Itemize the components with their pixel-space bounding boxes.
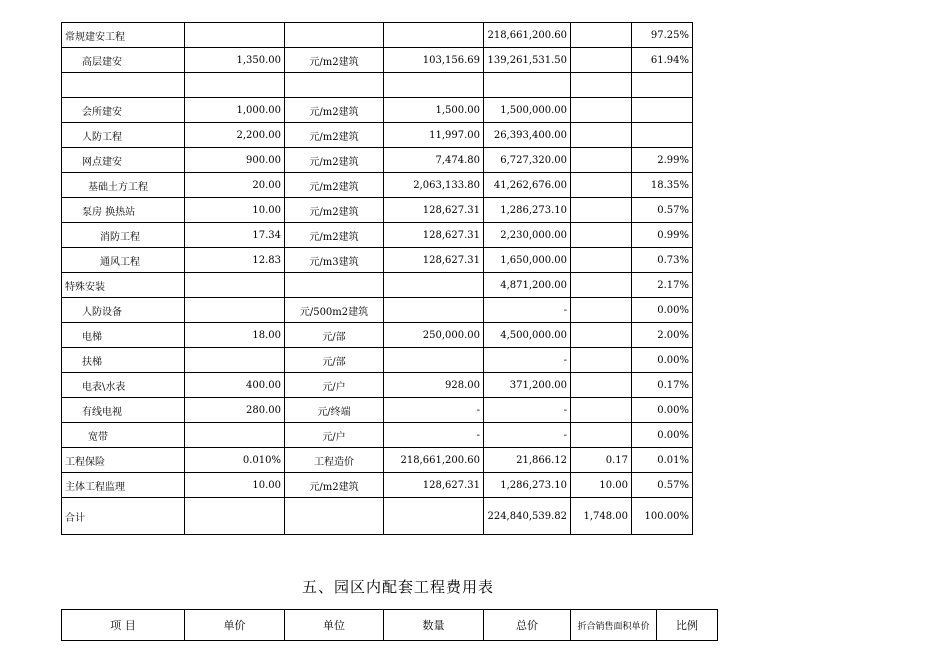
cell-per-area[interactable]: [571, 323, 632, 348]
cell-total[interactable]: 139,261,531.50: [484, 48, 571, 73]
cell-qty[interactable]: 928.00: [384, 373, 484, 398]
cell-per-area[interactable]: [571, 198, 632, 223]
table-row: [62, 98, 693, 123]
cell-name[interactable]: 人防设备: [62, 298, 185, 323]
cell-qty[interactable]: 128,627.31: [384, 198, 484, 223]
cell-price[interactable]: [185, 298, 285, 323]
cell-total[interactable]: 26,393,400.00: [484, 123, 571, 148]
cell-name[interactable]: 电梯: [62, 323, 185, 348]
cell-unit[interactable]: 元/部: [285, 348, 384, 373]
cell-ratio[interactable]: 100.00%: [632, 498, 693, 535]
cell-qty[interactable]: 128,627.31: [384, 473, 484, 498]
cell-unit[interactable]: 元/m2建筑: [285, 223, 384, 248]
cell-per-area[interactable]: [571, 373, 632, 398]
cell-ratio[interactable]: 2.17%: [632, 273, 693, 298]
header-ratio: 比例: [657, 610, 718, 641]
cell-qty[interactable]: 11,997.00: [384, 123, 484, 148]
cell-name[interactable]: 常规建安工程: [62, 23, 185, 48]
cell-per-area[interactable]: 0.17: [571, 448, 632, 473]
cell-unit[interactable]: [285, 498, 384, 535]
cell-unit[interactable]: 元/m2建筑: [285, 98, 384, 123]
cell-qty[interactable]: 103,156.69: [384, 48, 484, 73]
cell-ratio[interactable]: 2.99%: [632, 148, 693, 173]
cell-price[interactable]: [185, 348, 285, 373]
cell-qty[interactable]: [384, 273, 484, 298]
cell-price[interactable]: 0.010%: [185, 448, 285, 473]
supporting-works-header-table: [61, 609, 718, 641]
cell-name[interactable]: 合计: [62, 498, 185, 535]
cell-per-area[interactable]: [571, 23, 632, 48]
cell-name[interactable]: 扶梯: [62, 348, 185, 373]
cell-unit[interactable]: 元/m2建筑: [285, 123, 384, 148]
cell-qty[interactable]: [384, 23, 484, 48]
cost-table-body: [62, 23, 693, 535]
cell-price[interactable]: 2,200.00: [185, 123, 285, 148]
cell-total[interactable]: -: [484, 348, 571, 373]
cell-unit[interactable]: [285, 73, 384, 98]
cell-qty[interactable]: 128,627.31: [384, 223, 484, 248]
cell-ratio[interactable]: [632, 98, 693, 123]
cell-price[interactable]: 10.00: [185, 473, 285, 498]
cell-total[interactable]: 218,661,200.60: [484, 23, 571, 48]
cell-per-area[interactable]: [571, 273, 632, 298]
cell-price[interactable]: [185, 273, 285, 298]
cell-qty[interactable]: [384, 498, 484, 535]
cell-name[interactable]: 泵房 换热站: [62, 198, 185, 223]
cell-unit[interactable]: [285, 273, 384, 298]
cell-qty[interactable]: 1,500.00: [384, 98, 484, 123]
table-row: [62, 473, 693, 498]
cell-qty[interactable]: [384, 348, 484, 373]
header-qty: 数量: [384, 610, 484, 641]
cell-name[interactable]: 主体工程监理: [62, 473, 185, 498]
cell-unit[interactable]: 元/m2建筑: [285, 48, 384, 73]
cell-ratio[interactable]: 0.00%: [632, 423, 693, 448]
cell-unit[interactable]: 元/m2建筑: [285, 473, 384, 498]
cell-unit[interactable]: 元/500m2建筑: [285, 298, 384, 323]
cell-per-area[interactable]: [571, 398, 632, 423]
table-row: [62, 48, 693, 73]
cell-qty[interactable]: -: [384, 398, 484, 423]
cell-per-area[interactable]: [571, 123, 632, 148]
cell-name[interactable]: 电表\水表: [62, 373, 185, 398]
cell-price[interactable]: 10.00: [185, 198, 285, 223]
cell-name[interactable]: 会所建安: [62, 98, 185, 123]
cell-total[interactable]: 6,727,320.00: [484, 148, 571, 173]
table-row: [62, 298, 693, 323]
table-row: [62, 373, 693, 398]
cell-qty[interactable]: 128,627.31: [384, 248, 484, 273]
cell-total[interactable]: 1,650,000.00: [484, 248, 571, 273]
cell-per-area[interactable]: 1,748.00: [571, 498, 632, 535]
cell-unit[interactable]: 元/m2建筑: [285, 198, 384, 223]
cell-qty[interactable]: -: [384, 423, 484, 448]
table-row: [62, 398, 693, 423]
cell-per-area[interactable]: [571, 348, 632, 373]
cell-ratio[interactable]: 0.99%: [632, 223, 693, 248]
header-unit: 单位: [285, 610, 384, 641]
cell-total[interactable]: 4,500,000.00: [484, 323, 571, 348]
cell-name[interactable]: 通风工程: [62, 248, 185, 273]
table-row: [62, 148, 693, 173]
cell-per-area[interactable]: 10.00: [571, 473, 632, 498]
cell-ratio[interactable]: 0.00%: [632, 298, 693, 323]
cell-unit[interactable]: 元/户: [285, 423, 384, 448]
table-row: [62, 248, 693, 273]
cost-table: [61, 22, 693, 535]
cell-per-area[interactable]: [571, 298, 632, 323]
cell-ratio[interactable]: 0.73%: [632, 248, 693, 273]
cell-name[interactable]: 基础土方工程: [62, 173, 185, 198]
header-total: 总价: [484, 610, 571, 641]
table-row: [62, 423, 693, 448]
section-title: 五、园区内配套工程费用表: [301, 578, 494, 596]
cell-per-area[interactable]: [571, 223, 632, 248]
cell-unit[interactable]: 元/m3建筑: [285, 248, 384, 273]
cell-unit[interactable]: [285, 23, 384, 48]
cell-ratio[interactable]: 61.94%: [632, 48, 693, 73]
cell-price[interactable]: 1,350.00: [185, 48, 285, 73]
table-row: [62, 173, 693, 198]
cell-name[interactable]: 宽带: [62, 423, 185, 448]
table-row: [62, 123, 693, 148]
cell-qty[interactable]: 2,063,133.80: [384, 173, 484, 198]
cell-total[interactable]: [484, 73, 571, 98]
table-row: [62, 198, 693, 223]
cell-total[interactable]: 1,500,000.00: [484, 98, 571, 123]
cell-price[interactable]: [185, 423, 285, 448]
cell-price[interactable]: 400.00: [185, 373, 285, 398]
cell-name[interactable]: 高层建安: [62, 48, 185, 73]
cell-total[interactable]: 41,262,676.00: [484, 173, 571, 198]
header-item: 项 目: [62, 610, 185, 641]
cell-qty[interactable]: [384, 298, 484, 323]
cell-ratio[interactable]: 0.17%: [632, 373, 693, 398]
cell-per-area[interactable]: [571, 148, 632, 173]
cell-total[interactable]: 224,840,539.82: [484, 498, 571, 535]
cell-unit[interactable]: 元/m2建筑: [285, 148, 384, 173]
cell-per-area[interactable]: [571, 173, 632, 198]
cell-per-area[interactable]: [571, 248, 632, 273]
cell-ratio[interactable]: 0.01%: [632, 448, 693, 473]
cell-price[interactable]: 12.83: [185, 248, 285, 273]
cell-price[interactable]: 1,000.00: [185, 98, 285, 123]
cell-total[interactable]: -: [484, 298, 571, 323]
cell-per-area[interactable]: [571, 98, 632, 123]
cell-unit[interactable]: 元/户: [285, 373, 384, 398]
cell-qty[interactable]: 7,474.80: [384, 148, 484, 173]
table-row: [62, 273, 693, 298]
cell-ratio[interactable]: 0.00%: [632, 398, 693, 423]
header-per-area: 折合销售面积单价: [571, 610, 657, 641]
cell-price[interactable]: [185, 23, 285, 48]
cell-name[interactable]: 特殊安装: [62, 273, 185, 298]
cell-ratio[interactable]: 0.57%: [632, 473, 693, 498]
cell-price[interactable]: 280.00: [185, 398, 285, 423]
cell-total[interactable]: -: [484, 423, 571, 448]
table-row: [62, 323, 693, 348]
table-row: [62, 348, 693, 373]
cell-ratio[interactable]: [632, 73, 693, 98]
cell-unit[interactable]: 工程造价: [285, 448, 384, 473]
cell-unit[interactable]: 元/部: [285, 323, 384, 348]
cell-price[interactable]: [185, 73, 285, 98]
header-row: [62, 610, 718, 641]
cell-total[interactable]: 4,871,200.00: [484, 273, 571, 298]
cell-ratio[interactable]: 2.00%: [632, 323, 693, 348]
cell-name[interactable]: 工程保险: [62, 448, 185, 473]
cell-ratio[interactable]: 18.35%: [632, 173, 693, 198]
cell-price[interactable]: 900.00: [185, 148, 285, 173]
cell-ratio[interactable]: 97.25%: [632, 23, 693, 48]
cell-qty[interactable]: [384, 73, 484, 98]
cell-ratio[interactable]: 0.57%: [632, 198, 693, 223]
cell-per-area[interactable]: [571, 48, 632, 73]
cell-per-area[interactable]: [571, 73, 632, 98]
cell-unit[interactable]: 元/m2建筑: [285, 173, 384, 198]
cell-per-area[interactable]: [571, 423, 632, 448]
cell-qty[interactable]: 250,000.00: [384, 323, 484, 348]
cell-total[interactable]: 1,286,273.10: [484, 198, 571, 223]
cell-ratio[interactable]: [632, 123, 693, 148]
cell-unit[interactable]: 元/终端: [285, 398, 384, 423]
cell-total[interactable]: 2,230,000.00: [484, 223, 571, 248]
table-row: [62, 223, 693, 248]
cell-total[interactable]: 1,286,273.10: [484, 473, 571, 498]
cell-price[interactable]: 18.00: [185, 323, 285, 348]
cell-name[interactable]: 有线电视: [62, 398, 185, 423]
table-row: [62, 448, 693, 473]
cell-ratio[interactable]: 0.00%: [632, 348, 693, 373]
cell-name[interactable]: [62, 73, 185, 98]
cell-name[interactable]: 消防工程: [62, 223, 185, 248]
header-price: 单价: [185, 610, 285, 641]
table-row: [62, 73, 693, 98]
cell-total[interactable]: 21,866.12: [484, 448, 571, 473]
cell-price[interactable]: 17.34: [185, 223, 285, 248]
table-row: [62, 23, 693, 48]
cell-price[interactable]: [185, 498, 285, 535]
cell-total[interactable]: 371,200.00: [484, 373, 571, 398]
cell-price[interactable]: 20.00: [185, 173, 285, 198]
cell-name[interactable]: 人防工程: [62, 123, 185, 148]
cell-name[interactable]: 网点建安: [62, 148, 185, 173]
cell-qty[interactable]: 218,661,200.60: [384, 448, 484, 473]
cell-total[interactable]: -: [484, 398, 571, 423]
table-row: [62, 498, 693, 535]
